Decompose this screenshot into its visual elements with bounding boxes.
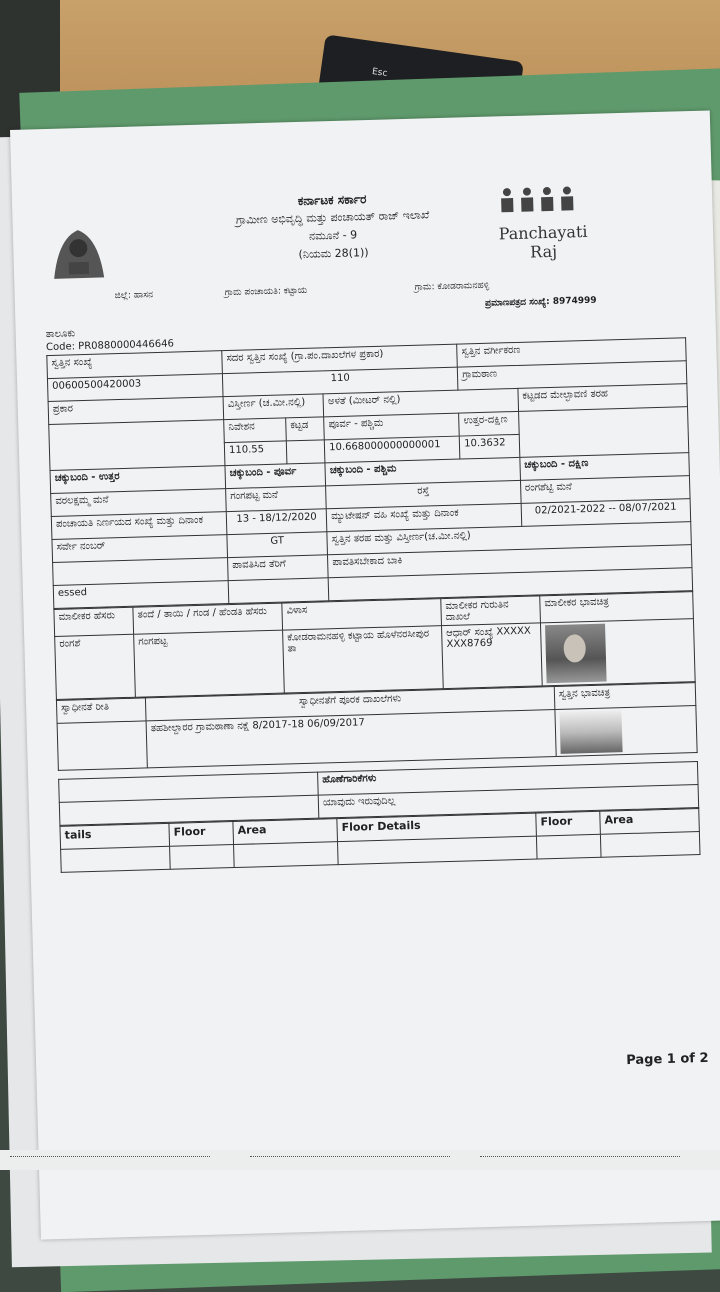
logo-text: Panchayati Raj — [498, 221, 588, 262]
cell-label: ವಿಳಾಸ — [282, 599, 442, 630]
cell-value: ಗಂಗಪಟ್ಟ — [134, 630, 285, 697]
cell-value: ರಂಗಶೆಟ್ಟಿ ಮನೆ — [520, 476, 690, 504]
karnataka-emblem-icon — [43, 217, 115, 289]
district: ಜಿಲ್ಲೆ: ಹಾಸನ — [114, 290, 154, 302]
cell-value: 110 — [222, 367, 458, 397]
next-page-strip — [0, 1150, 720, 1170]
cell-label: ಅಳತೆ (ಮೀಟರ್ ನಲ್ಲಿ) — [323, 388, 518, 416]
dotted-line — [10, 1156, 210, 1157]
people-logo-icon — [497, 184, 588, 215]
property-photo-cell — [555, 706, 697, 757]
cell-label: ಉತ್ತರ-ದಕ್ಷಿಣ — [459, 411, 519, 436]
cell-label: ನಿವೇಶನ — [224, 418, 287, 443]
cell-label: Area — [600, 809, 700, 835]
owner-table — [53, 591, 695, 700]
cell-empty — [61, 846, 171, 872]
cell-label: ವಿಸ್ತೀರ್ಣ (ಚ.ಮೀ.ನಲ್ಲಿ) — [223, 394, 324, 420]
owner-photo — [545, 624, 607, 684]
cell-label: Area — [233, 819, 338, 845]
cell-empty — [170, 845, 235, 870]
form-9-document — [42, 171, 711, 1069]
cell-empty — [228, 578, 329, 604]
cell-label: ಸ್ವಾಧೀನತೆ ರೀತಿ — [56, 698, 146, 723]
cell-label: ಪಾವತಿಸಬೇಕಾದ ಬಾಕಿ — [328, 545, 692, 578]
cell-label: ಪಾವತಿಸಿದ ತೆರಿಗೆ — [228, 555, 329, 581]
form-number: ನಮೂನೆ - 9 — [308, 228, 358, 243]
cell-label: ತಂದೆ / ತಾಯಿ / ಗಂಡ / ಹೆಂಡತಿ ಹೆಸರು — [133, 603, 283, 634]
page-number: Page 1 of 2 — [626, 1050, 709, 1069]
cell-label: ಚಕ್ಕುಬಂದಿ - ಪಶ್ಚಿಮ — [325, 457, 520, 485]
cell-value: 10.668000000000001 — [325, 436, 461, 463]
cell-value: ಆಧಾರ್ ಸಂಖ್ಯೆ XXXXXXXX8769 — [442, 623, 543, 689]
esc-key-label: Esc — [371, 66, 388, 80]
cell-empty — [600, 832, 700, 858]
cell-value: ಗ್ರಾಮಠಾಣ — [458, 361, 687, 390]
cell-value: ಗಂಗಪಟ್ಟ ಮನೆ — [226, 486, 327, 512]
cell-value: ಯಾವುದು ಇರುವುದಿಲ್ಲ — [318, 785, 698, 819]
cell-value: ರಂಗಶೆ — [55, 634, 136, 699]
village: ಗ್ರಾಮ: ಕೋಡರಾಮನಹಳ್ಳಿ — [414, 280, 490, 293]
cell-label: ಹೊಣೆಗಾರಿಕೆಗಳು — [318, 762, 698, 796]
cell-label: Floor Details — [337, 813, 537, 842]
cell-label: ಚಕ್ಕುಬಂದಿ - ಉತ್ತರ — [50, 466, 226, 494]
cell-empty — [234, 842, 339, 868]
cell-label: ಪೂರ್ವ - ಪಶ್ಚಿಮ — [324, 413, 460, 440]
cell-value: 00600500420003 — [47, 374, 223, 402]
cell-label: ಮಾಲೀಕರ ಹೆಸರು — [54, 607, 134, 636]
rule-number: (ನಿಯಮ 28(1)) — [298, 246, 369, 261]
cell-empty — [518, 407, 688, 458]
cell-label: ಸ್ವತ್ತಿನ ಭಾವಚಿತ್ರ — [554, 683, 696, 710]
cell-empty — [286, 440, 325, 464]
document-header — [42, 171, 696, 329]
cell-label: ಸ್ವತ್ತಿನ ತರಹ ಮತ್ತು ವಿಸ್ತೀರ್ಣ(ಚ.ಮೀ.ನಲ್ಲಿ) — [327, 522, 691, 555]
cell-label: ಪಂಚಾಯತಿ ನಿರ್ಣಯದ ಸಂಖ್ಯೆ ಮತ್ತು ದಿನಾಂಕ — [51, 512, 227, 540]
header-titles — [162, 186, 504, 267]
panchayati-raj-logo — [482, 183, 604, 262]
dotted-line — [480, 1156, 680, 1157]
cell-empty — [57, 721, 147, 770]
cell-label: ಚಕ್ಕುಬಂದಿ - ಪೂರ್ವ — [225, 463, 326, 489]
dotted-line — [250, 1156, 450, 1157]
cell-label: ಕಟ್ಟಡದ ಮೇಲ್ಛಾವಣಿ ತರಹ — [518, 384, 688, 412]
cell-label: ಕಟ್ಟಡ — [286, 417, 325, 441]
property-photo — [559, 710, 622, 754]
certificate-number: ಪ್ರಮಾಣಪತ್ರದ ಸಂಖ್ಯೆ: 8974999 — [484, 295, 597, 309]
cell-label: ಮಾಲೀಕರ ಭಾವಚಿತ್ರ — [540, 592, 694, 623]
cell-value: 13 - 18/12/2020 — [226, 509, 327, 535]
cell-value: ತಹಶೀಲ್ದಾರರ ಗ್ರಾಮಠಾಣಾ ನಕ್ಷೆ 8/2017-18 06/09/2017 — [146, 710, 556, 768]
cell-label: ಸ್ವತ್ತಿನ ವರ್ಗೀಕರಣ — [457, 338, 686, 367]
cell-label: Floor — [169, 822, 234, 847]
department-title: ಗ್ರಾಮೀಣ ಅಭಿವೃದ್ಧಿ ಮತ್ತು ಪಂಚಾಯತ್ ರಾಜ್ ಇಲಾಖೆ — [235, 208, 430, 227]
cell-label: ಪ್ರಕಾರ — [48, 397, 224, 425]
govt-title: ಕರ್ನಾಟಕ ಸರ್ಕಾರ — [297, 192, 367, 208]
cell-value: ರಸ್ತೆ — [326, 480, 521, 508]
cell-value: ಕೋಡರಾಮನಹಳ್ಳಿ ಕಟ್ಟಾಯ ಹೊಳೆನರಸೀಪುರ ತಾ — [283, 626, 444, 693]
taluk-label: ತಾಲೂಕು — [45, 328, 76, 341]
cell-empty — [49, 420, 225, 471]
document-sheet — [10, 110, 720, 1239]
cell-label: ಸ್ವತ್ತಿನ ಸಂಖ್ಯೆ — [47, 351, 223, 379]
cell-empty — [337, 836, 537, 865]
cell-value: GT — [227, 532, 328, 558]
gram-panchayat: ಗ್ರಾಮ ಪಂಚಾಯತಿ: ಕಟ್ಟಾಯ — [224, 285, 308, 299]
cell-label: ಸ್ವಾಧೀನತೆಗೆ ಪೂರಕ ದಾಖಲೆಗಳು — [145, 687, 554, 721]
property-code: Code: PR0880000446646 — [45, 338, 175, 354]
cell-label: essed — [53, 581, 229, 609]
cell-label: ಮ್ಯುಟೇಷನ್ ವಹಿ ಸಂಖ್ಯೆ ಮತ್ತು ದಿನಾಂಕ — [326, 503, 521, 531]
cell-value: 02/2021-2022 -- 08/07/2021 — [521, 499, 691, 527]
cell-value: ವರಲಕ್ಷಮ್ಮ ಮನೆ — [51, 489, 227, 517]
cell-value: 110.55 — [224, 441, 287, 466]
cell-label: ಸದರ ಸ್ವತ್ತಿನ ಸಂಖ್ಯೆ (ಗ್ರಾ.ಪಂ.ದಾಖಲೆಗಳ ಪ್ರಕಾರ) — [222, 344, 458, 374]
cell-empty — [536, 834, 601, 859]
cell-label: ಸರ್ವೇ ನಂಬರ್ — [52, 535, 228, 563]
property-table — [46, 337, 693, 609]
cell-label: ಮಾಲೀಕರ ಗುರುತಿನ ದಾಖಲೆ — [441, 596, 541, 626]
cell-label: ಚಕ್ಕುಬಂದಿ - ದಕ್ಷಿಣ — [520, 453, 690, 481]
cell-label: Floor — [536, 811, 601, 836]
cell-value: 10.3632 — [459, 434, 519, 459]
cell-label: tails — [60, 823, 170, 849]
owner-face — [563, 634, 586, 663]
owner-photo-cell — [540, 619, 695, 686]
